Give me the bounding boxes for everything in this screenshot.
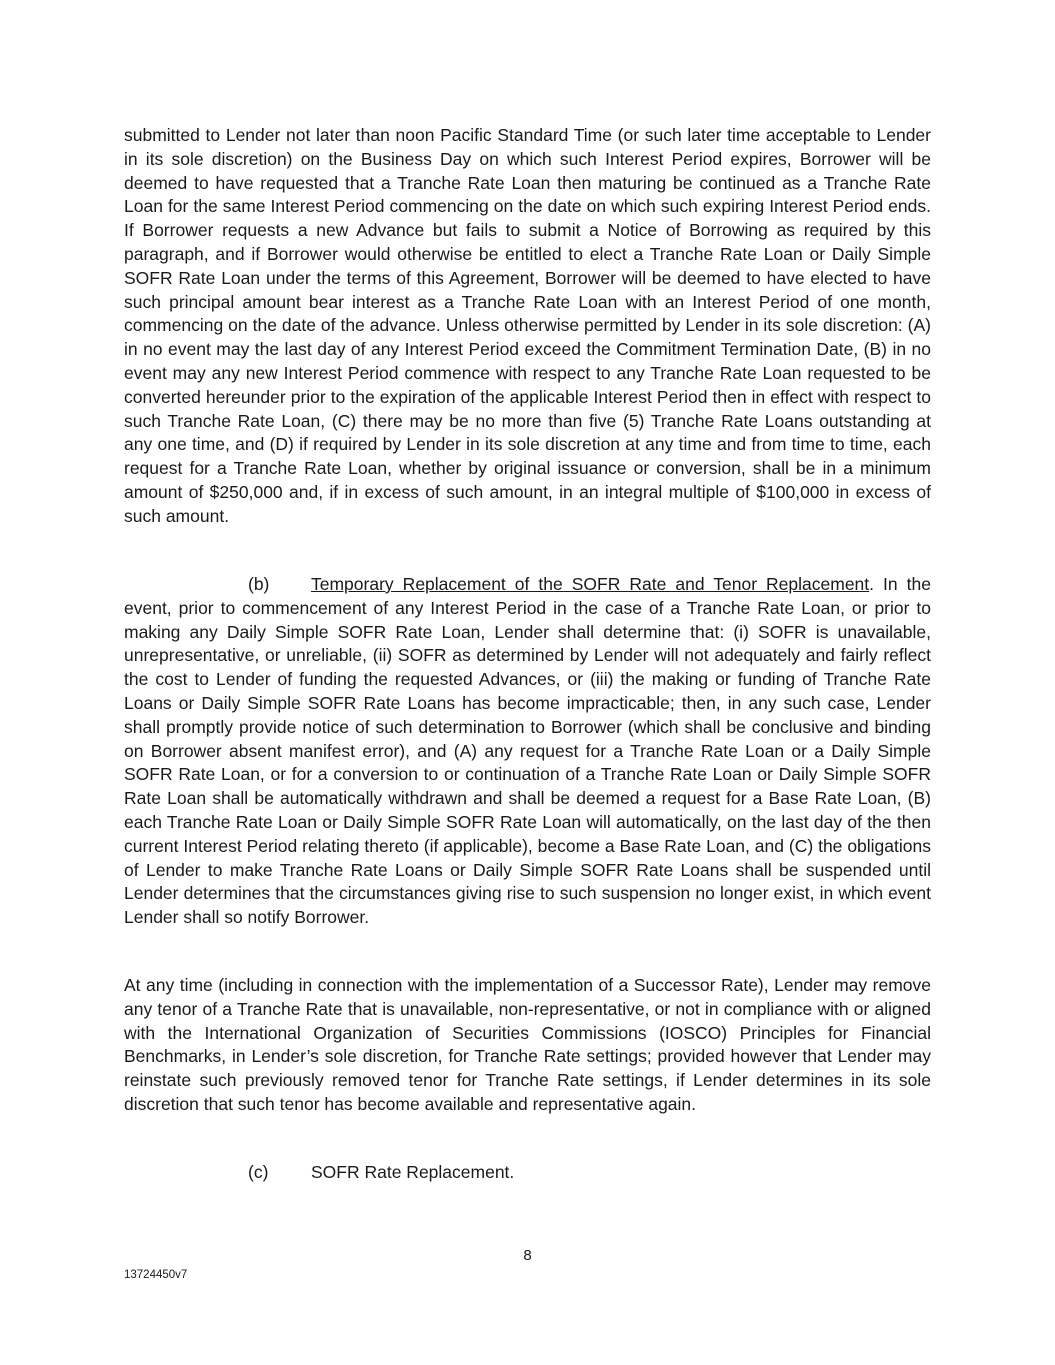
section-b-heading: Temporary Replacement of the SOFR Rate and Tenor Replacement [311,574,870,594]
document-id: 13724450v7 [124,1269,188,1281]
section-b-heading-end: . [869,574,875,594]
section-b-paragraph [124,573,931,930]
paragraph-tenor-removal: At any time (including in connection with the implementation of a Successor Rate), Lender may remove any tenor of a Tranche Rate that is unavailable, non-representative, or not in compliance with or aligned with the International Organization of Securities Commissions (IOSCO) Principles for Financial Benchmarks, in Lender’s sole discretion, for Tranche Rate settings; provided however that Lender may reinstate such previously removed tenor for Tranche Rate settings, if Lender determines in its sole discretion that such tenor has become available and representative again. [124,975,931,1114]
section-c-paragraph [248,1161,514,1185]
page-number: 8 [523,1247,532,1264]
section-b-body: In the event, prior to commencement of any Interest Period in the case of a Tranche Rate Loan, or prior to making any Daily Simple SOFR Rate Loan, Lender shall determine that: (i) SOFR is unavailable, unrepresentative, or unreliable, (ii) SOFR as determined by Lender will not adequately and fairly reflect the cost to Lender of funding the requested Advances, or (iii) the making or funding of Tranche Rate Loans or Daily Simple SOFR Rate Loans has become impracticable; then, in any such case, Lender shall promptly provide notice of such determination to Borrower (which shall be conclusive and binding on Borrower absent manifest error), and (A) any request for a Tranche Rate Loan or a Daily Simple SOFR Rate Loan, or for a conversion to or continuation of a Tranche Rate Loan or Daily Simple SOFR Rate Loan shall be automatically withdrawn and shall be deemed a request for a Base Rate Loan, (B) each Tranche Rate Loan or Daily Simple SOFR Rate Loan will automatically, on the last day of the then current Interest Period relating thereto (if applicable), become a Base Rate Loan, and (C) the obligations of Lender to make Tranche Rate Loans or Daily Simple SOFR Rate Loans shall be suspended until Lender determines that the circumstances giving rise to such suspension no longer exist, in which event Lender shall so notify Borrower. [124,574,931,928]
section-b-label: (b) [248,574,270,594]
section-c-label: (c) [248,1162,269,1182]
section-c-heading: SOFR Rate Replacement. [311,1162,515,1182]
paragraph-notice-of-borrowing: submitted to Lender not later than noon Pacific Standard Time (or such later time acceptable to Lender in its sole discretion) on the Business Day on which such Interest Period expires, Borrower will be deemed to have requested that a Tranche Rate Loan then maturing be continued as a Tranche Rate Loan for the same Interest Period commencing on the date on which such expiring Interest Period ends. If Borrower requests a new Advance but fails to submit a Notice of Borrowing as required by this paragraph, and if Borrower would otherwise be entitled to elect a Tranche Rate Loan or Daily Simple SOFR Rate Loan under the terms of this Agreement, Borrower will be deemed to have elected to have such principal amount bear interest as a Tranche Rate Loan with an Interest Period of one month, commencing on the date of the advance. Unless otherwise permitted by Lender in its sole discretion: (A) in no event may the last day of any Interest Period exceed the Commitment Termination Date, (B) in no event may any new Interest Period commence with respect to any Tranche Rate Loan requested to be converted hereunder prior to the expiration of the applicable Interest Period then in effect with respect to such Tranche Rate Loan, (C) there may be no more than five (5) Tranche Rate Loans outstanding at any one time, and (D) if required by Lender in its sole discretion at any time and from time to time, each request for a Tranche Rate Loan, whether by original issuance or conversion, shall be in a minimum amount of $250,000 and, if in excess of such amount, in an integral multiple of $100,000 in excess of such amount. [124,125,931,526]
